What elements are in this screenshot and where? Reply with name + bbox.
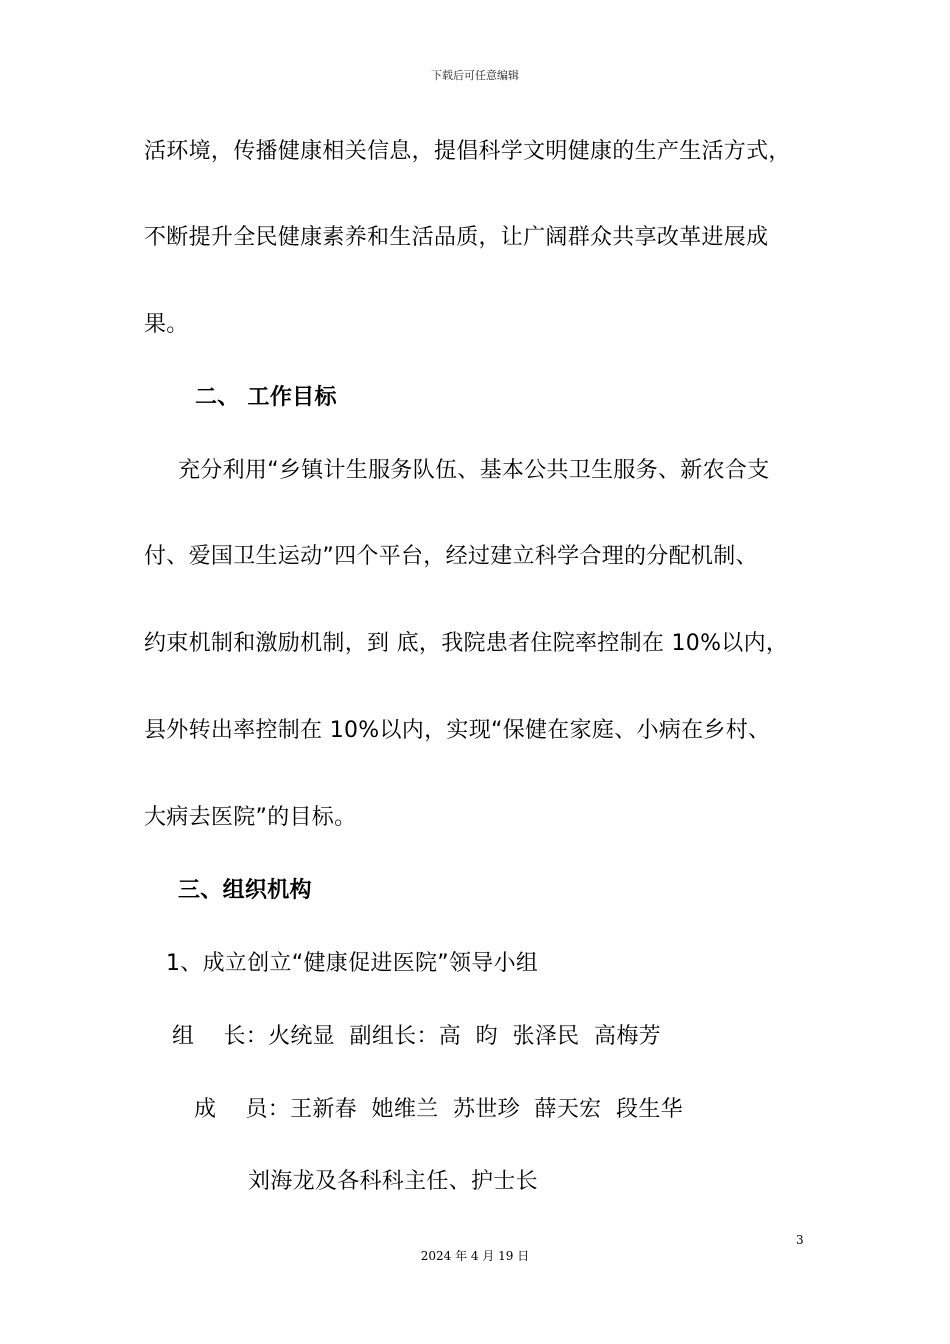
leader-line: 组 长：火统显 副组长：高 昀 张泽民 高梅芳 — [172, 1024, 661, 1049]
paragraph-line: 活环境，传播健康相关信息，提倡科学文明健康的生产生活方式， — [144, 139, 791, 164]
members-line-continued: 刘海龙及各科科主任、护士长 — [248, 1169, 538, 1194]
list-item: 1、成立创立“健康促进医院”领导小组 — [166, 951, 539, 976]
paragraph-line: 约束机制和激励机制，到 底，我院患者住院率控制在 10%以内， — [144, 631, 789, 656]
section-heading-organization: 三、组织机构 — [178, 878, 312, 903]
members-line: 成 员：王新春 她维兰 苏世珍 薛天宏 段生华 — [194, 1097, 683, 1122]
paragraph-line: 充分利用“乡镇计生服务队伍、基本公共卫生服务、新农合支 — [178, 458, 770, 483]
page-number: 3 — [796, 1233, 804, 1247]
paragraph-line: 县外转出率控制在 10%以内，实现“保健在家庭、小病在乡村、 — [144, 718, 771, 743]
section-heading-goals: 二、 工作目标 — [195, 385, 337, 410]
paragraph-line: 付、爱国卫生运动”四个平台，经过建立科学合理的分配机制、 — [144, 544, 758, 569]
paragraph-line: 不断提升全民健康素养和生活品质，让广阔群众共享改革进展成 — [144, 225, 769, 250]
paragraph-line: 大病去医院”的目标。 — [144, 805, 357, 830]
page-header: 下载后可任意编辑 — [431, 69, 519, 82]
footer-date: 2024 年 4 月 19 日 — [420, 1249, 530, 1263]
paragraph-line: 果。 — [144, 312, 189, 337]
